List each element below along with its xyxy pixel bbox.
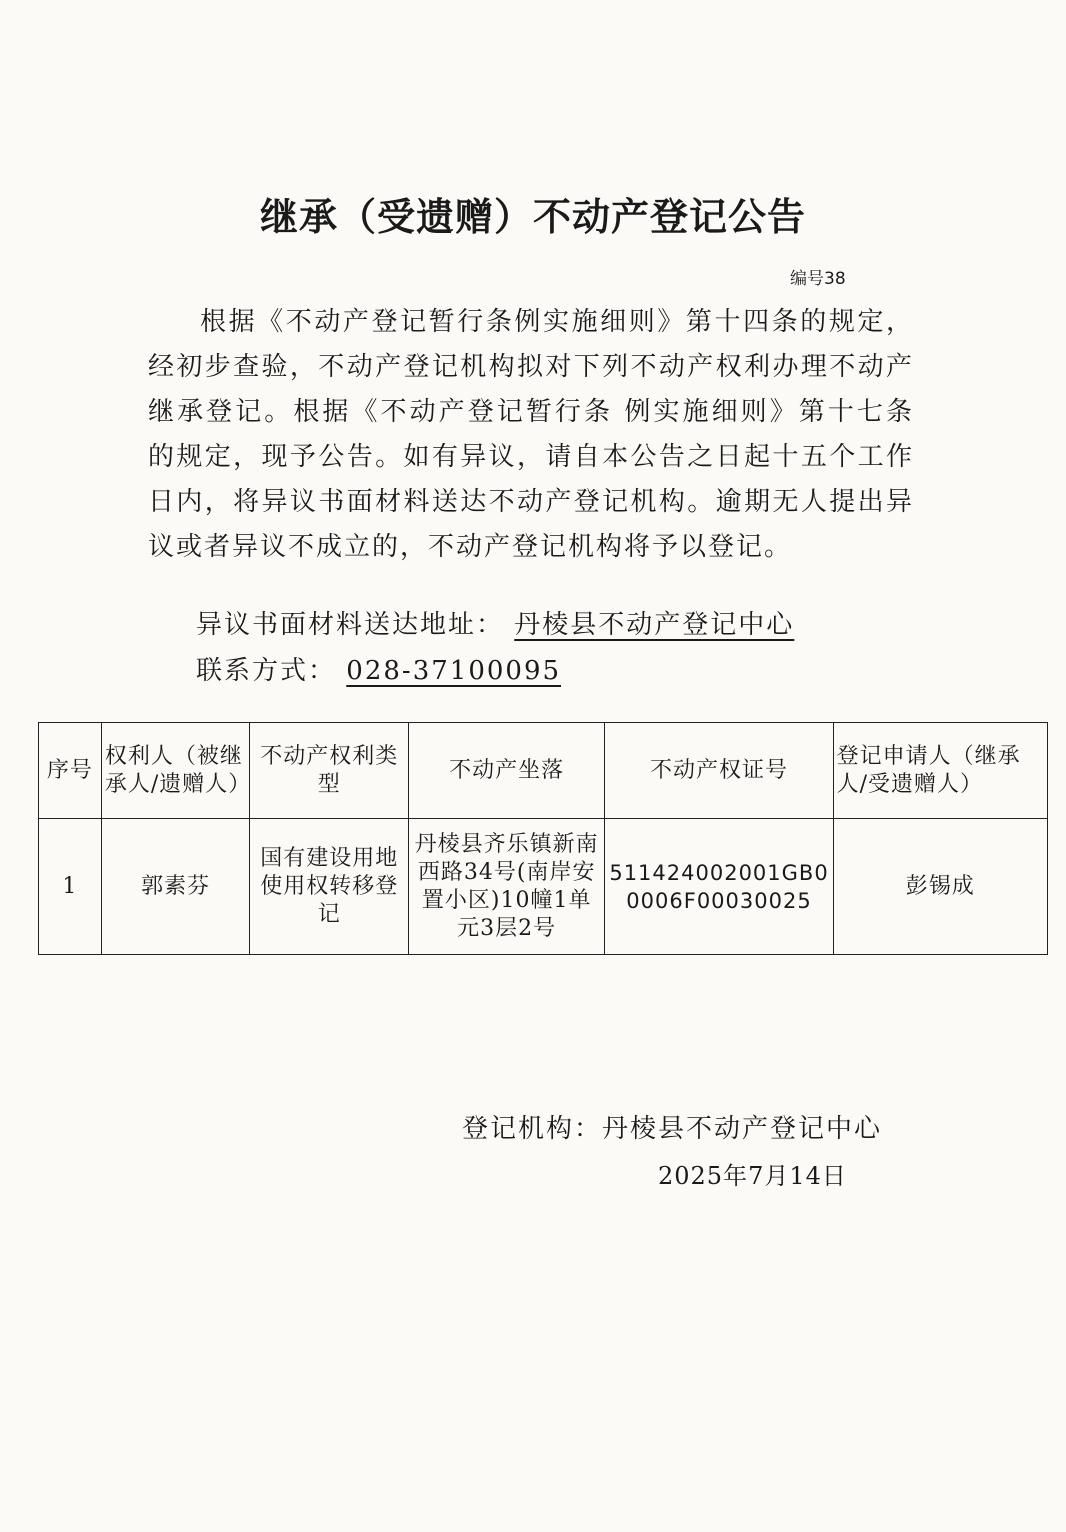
registration-table: [38, 722, 1048, 955]
cell-applicant: 彭锡成: [833, 819, 1047, 955]
table-header-row: [39, 723, 1048, 819]
cell-location: 丹棱县齐乐镇新南西路34号(南岸安置小区)10幢1单元3层2号: [408, 819, 604, 955]
table-row: [39, 819, 1048, 955]
registration-authority: 登记机构：丹棱县不动产登记中心: [462, 1114, 883, 1144]
header-applicant: 登记申请人（继承人/受遗赠人）: [833, 723, 1047, 819]
objection-address-value: 丹棱县不动产登记中心: [514, 610, 795, 640]
header-right-type: 不动产权利类型: [250, 723, 408, 819]
header-owner: 权利人（被继承人/遗赠人）: [101, 723, 250, 819]
header-seq: 序号: [39, 723, 102, 819]
contact-line: [196, 650, 561, 687]
objection-address-label: 异议书面材料送达地址：: [196, 610, 505, 640]
cell-right-type: 国有建设用地使用权转移登记: [250, 819, 408, 955]
issue-date: 2025年7月14日: [658, 1162, 847, 1190]
page-title: 继承（受遗赠）不动产登记公告: [259, 195, 806, 239]
cell-owner: 郭素芬: [101, 819, 250, 955]
cell-seq: 1: [39, 819, 102, 955]
objection-address-line: [196, 604, 794, 641]
announcement-paragraph: 根据《不动产登记暂行条例实施细则》第十四条的规定，经初步查验，不动产登记机构拟对下列不动产权利办理不动产继承登记。根据《不动产登记暂行条 例实施细则》第十七条的规定，现予公告。如有异议，请自本公告之日起十五个工作日内，将异议书面材料送达不动产登记机构。逾期无人提出异议或者异议不成立的，不动产登记机构将予以登记。: [148, 307, 914, 562]
contact-phone: 028-37100095: [346, 656, 562, 686]
document-number: 编号38: [790, 269, 846, 289]
contact-label: 联系方式：: [196, 656, 337, 686]
cell-cert-no: 511424002001GB00006F00030025: [605, 819, 833, 955]
header-location: 不动产坐落: [408, 723, 604, 819]
header-cert-no: 不动产权证号: [605, 723, 833, 819]
